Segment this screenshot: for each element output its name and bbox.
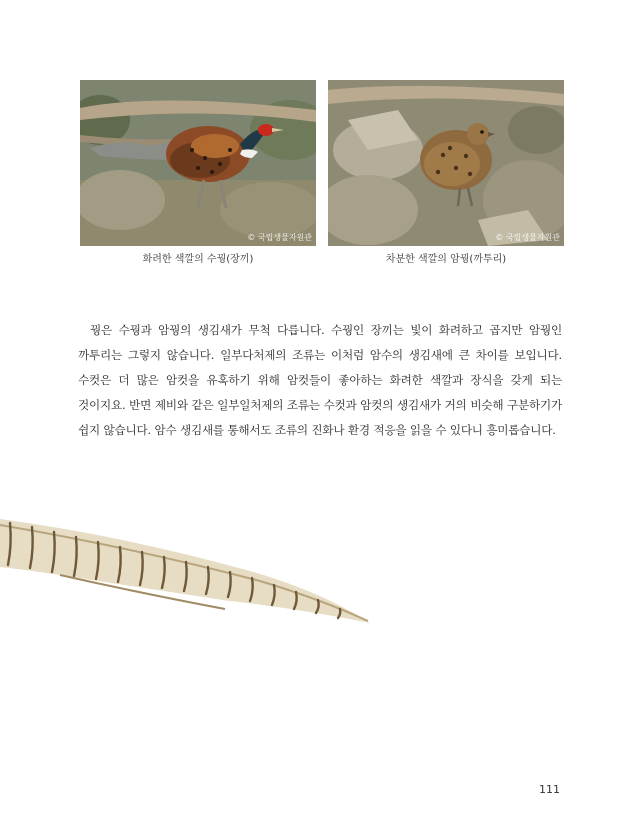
body-paragraph: 꿩은 수꿩과 암꿩의 생김새가 무척 다릅니다. 수꿩인 장끼는 빛이 화려하고 곱지만 암꿩인 까투리는 그렇지 않습니다. 일부다처제의 조류는 이처럼 암수의 생김새에 큰 차이를 보입니다. 수컷은 더 많은 암컷을 유혹하기 위해 암컷들이 좋아하는 화려한 색깔과 장식을 갖게 되는 것이지요. 반면 제비와 같은 일부일처제의 조류는 수컷과 암컷의 생김새가 거의 비슷해 구분하기가 쉽지 않습니다. 암수 생김새를 통해서도 조류의 진화나 환경 적응을 읽을 수 있다니 흥미롭습니다. bbox=[78, 323, 562, 437]
pheasant-tail-feather-image bbox=[0, 505, 380, 635]
male-pheasant-image bbox=[80, 80, 316, 246]
photo-credit: © 국립생물자원관 bbox=[247, 233, 312, 242]
figure-caption: 화려한 색깔의 수꿩(장끼) bbox=[142, 254, 254, 265]
female-pheasant-photo bbox=[328, 80, 564, 246]
photo-credit: © 국립생물자원관 bbox=[495, 233, 560, 242]
male-pheasant-photo bbox=[80, 80, 316, 246]
figure-caption: 차분한 색깔의 암꿩(까투리) bbox=[385, 254, 507, 265]
female-pheasant-image bbox=[328, 80, 564, 246]
page-number: 111 bbox=[539, 783, 560, 796]
